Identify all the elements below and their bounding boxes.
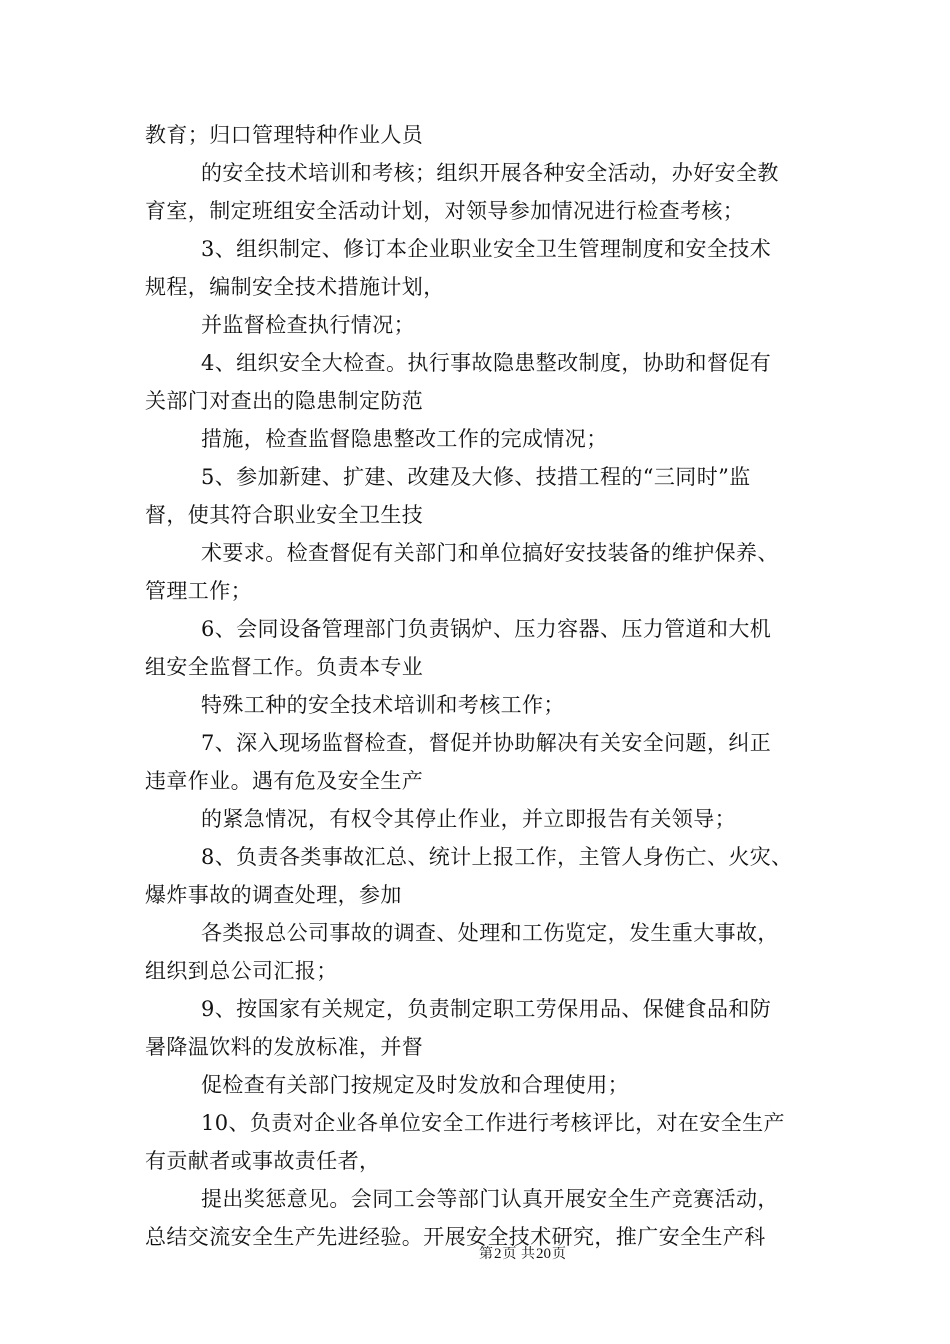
text-line: 组织到总公司汇报；	[145, 959, 338, 983]
text-line: 8、负责各类事故汇总、统计上报工作，主管人身伤亡、火灾、	[201, 845, 793, 869]
footer-prefix: 第	[479, 1246, 494, 1262]
text-line: 促检查有关部门按规定及时发放和合理使用；	[201, 1073, 629, 1097]
text-line: 9、按国家有关规定，负责制定职工劳保用品、保健食品和防	[201, 997, 772, 1021]
text-line: 的紧急情况，有权令其停止作业，并立即报告有关领导；	[201, 807, 736, 831]
text-line: 爆炸事故的调查处理，参加	[145, 883, 402, 907]
text-line: 有贡献者或事故责任者，	[145, 1149, 381, 1173]
page-footer	[0, 1245, 950, 1263]
footer-middle: 页 共	[502, 1246, 535, 1262]
text-line: 暑降温饮料的发放标准，并督	[145, 1035, 424, 1059]
text-line: 规程，编制安全技术措施计划，	[145, 275, 445, 299]
text-line: 育室，制定班组安全活动计划，对领导参加情况进行检查考核；	[145, 199, 745, 223]
text-line: 3、组织制定、修订本企业职业安全卫生管理制度和安全技术	[201, 237, 772, 261]
text-line: 各类报总公司事故的调查、处理和工伤览定，发生重大事故，	[201, 921, 779, 945]
text-line: 6、会同设备管理部门负责锅炉、压力容器、压力管道和大机	[201, 617, 772, 641]
text-line: 关部门对查出的隐患制定防范	[145, 389, 424, 413]
text-line: 提出奖惩意见。会同工会等部门认真开展安全生产竞赛活动，	[201, 1187, 779, 1211]
text-line: 组安全监督工作。负责本专业	[145, 655, 424, 679]
text-line: 措施，检查监督隐患整改工作的完成情况；	[201, 427, 608, 451]
text-line: 特殊工种的安全技术培训和考核工作；	[201, 693, 565, 717]
text-line: 10、负责对企业各单位安全工作进行考核评比，对在安全生产	[201, 1111, 785, 1135]
text-line: 违章作业。遇有危及安全生产	[145, 769, 424, 793]
text-line: 管理工作；	[145, 579, 252, 603]
text-line: 的安全技术培训和考核；组织开展各种安全活动，办好安全教	[201, 161, 779, 185]
text-line: 总结交流安全生产先进经验。开展安全技术研究，推广安全生产科	[145, 1225, 766, 1249]
body-text	[145, 116, 845, 1256]
text-line: 5、参加新建、扩建、改建及大修、技措工程的“三同时”监	[201, 465, 751, 489]
text-line: 7、深入现场监督检查，督促并协助解决有关安全问题，纠正	[201, 731, 772, 755]
text-line: 督，使其符合职业安全卫生技	[145, 503, 424, 527]
text-line: 术要求。检查督促有关部门和单位搞好安技装备的维护保养、	[201, 541, 779, 565]
footer-suffix: 页	[551, 1246, 566, 1262]
text-line: 教育；归口管理特种作业人员	[145, 123, 424, 147]
text-line: 4、组织安全大检查。执行事故隐患整改制度，协助和督促有	[201, 351, 772, 375]
footer-total-pages: 20	[535, 1246, 551, 1262]
footer-page-number: 2	[494, 1246, 502, 1262]
text-line: 并监督检查执行情况；	[201, 313, 415, 337]
